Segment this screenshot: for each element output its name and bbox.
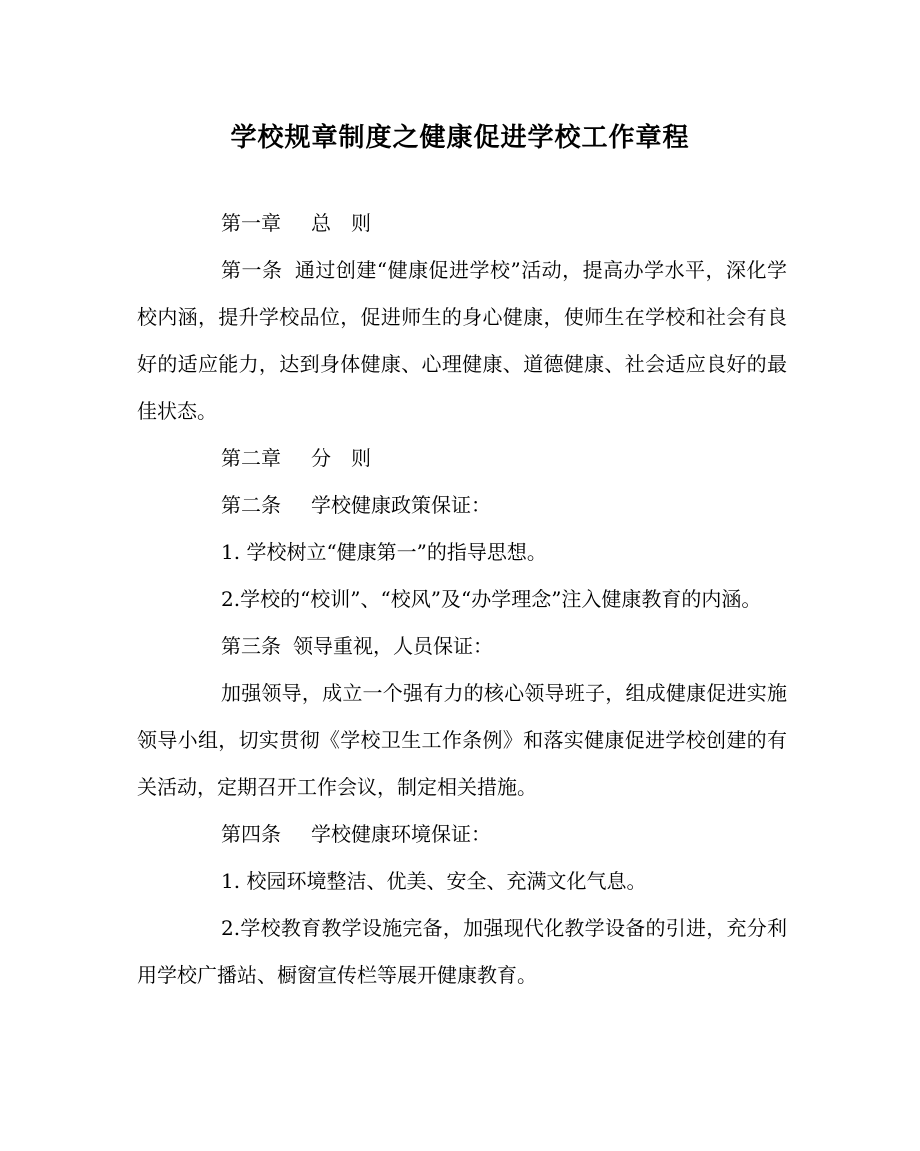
article-2-item: 2.学校的“校训”、“校风”及“办学理念”注入健康教育的内涵。: [221, 587, 762, 611]
article-1-label: 第一条: [221, 258, 283, 282]
document-title: 学校规章制度之健康促进学校工作章程: [230, 123, 690, 153]
chapter-2-name: 分 则: [311, 446, 371, 470]
chapter-1-name: 总 则: [311, 211, 371, 235]
article-1: [137, 247, 787, 435]
article-4-item: 1. 校园环境整洁、优美、安全、充满文化气息。: [221, 869, 647, 893]
article-4-heading: [137, 811, 787, 858]
article-3-label: 第三条: [221, 634, 281, 658]
chapter-1-label: 第一章: [221, 211, 281, 235]
article-1-text: 通过创建“健康促进学校”活动，提高办学水平，深化学校内涵，提升学校品位，促进师生的身心健康，使师生在学校和社会有良好的适应能力，达到身体健康、心理健康、道德健康、社会适应良好的最佳状态。: [137, 258, 787, 423]
article-2-text: 学校健康政策保证：: [311, 493, 491, 517]
article-4-label: 第四条: [221, 822, 281, 846]
chapter-2-heading: [137, 435, 787, 482]
article-2-heading: [137, 482, 787, 529]
article-4-item: 2.学校教育教学设施完备，加强现代化教学设备的引进，充分利用学校广播站、橱窗宣传栏等展开健康教育。: [137, 916, 787, 987]
article-4-text: 学校健康环境保证：: [311, 822, 491, 846]
chapter-1-heading: [137, 200, 787, 247]
article-2-label: 第二条: [221, 493, 281, 517]
document-body: [137, 200, 787, 999]
article-3-text: 领导重视，人员保证：: [293, 634, 493, 658]
chapter-2-label: 第二章: [221, 446, 281, 470]
article-2-item: 1. 学校树立“健康第一”的指导思想。: [221, 540, 547, 564]
article-3-detail: 加强领导，成立一个强有力的核心领导班子，组成健康促进实施领导小组，切实贯彻《学校卫生工作条例》和落实健康促进学校创建的有关活动，定期召开工作会议，制定相关措施。: [137, 681, 787, 799]
article-3-heading: [137, 623, 787, 670]
